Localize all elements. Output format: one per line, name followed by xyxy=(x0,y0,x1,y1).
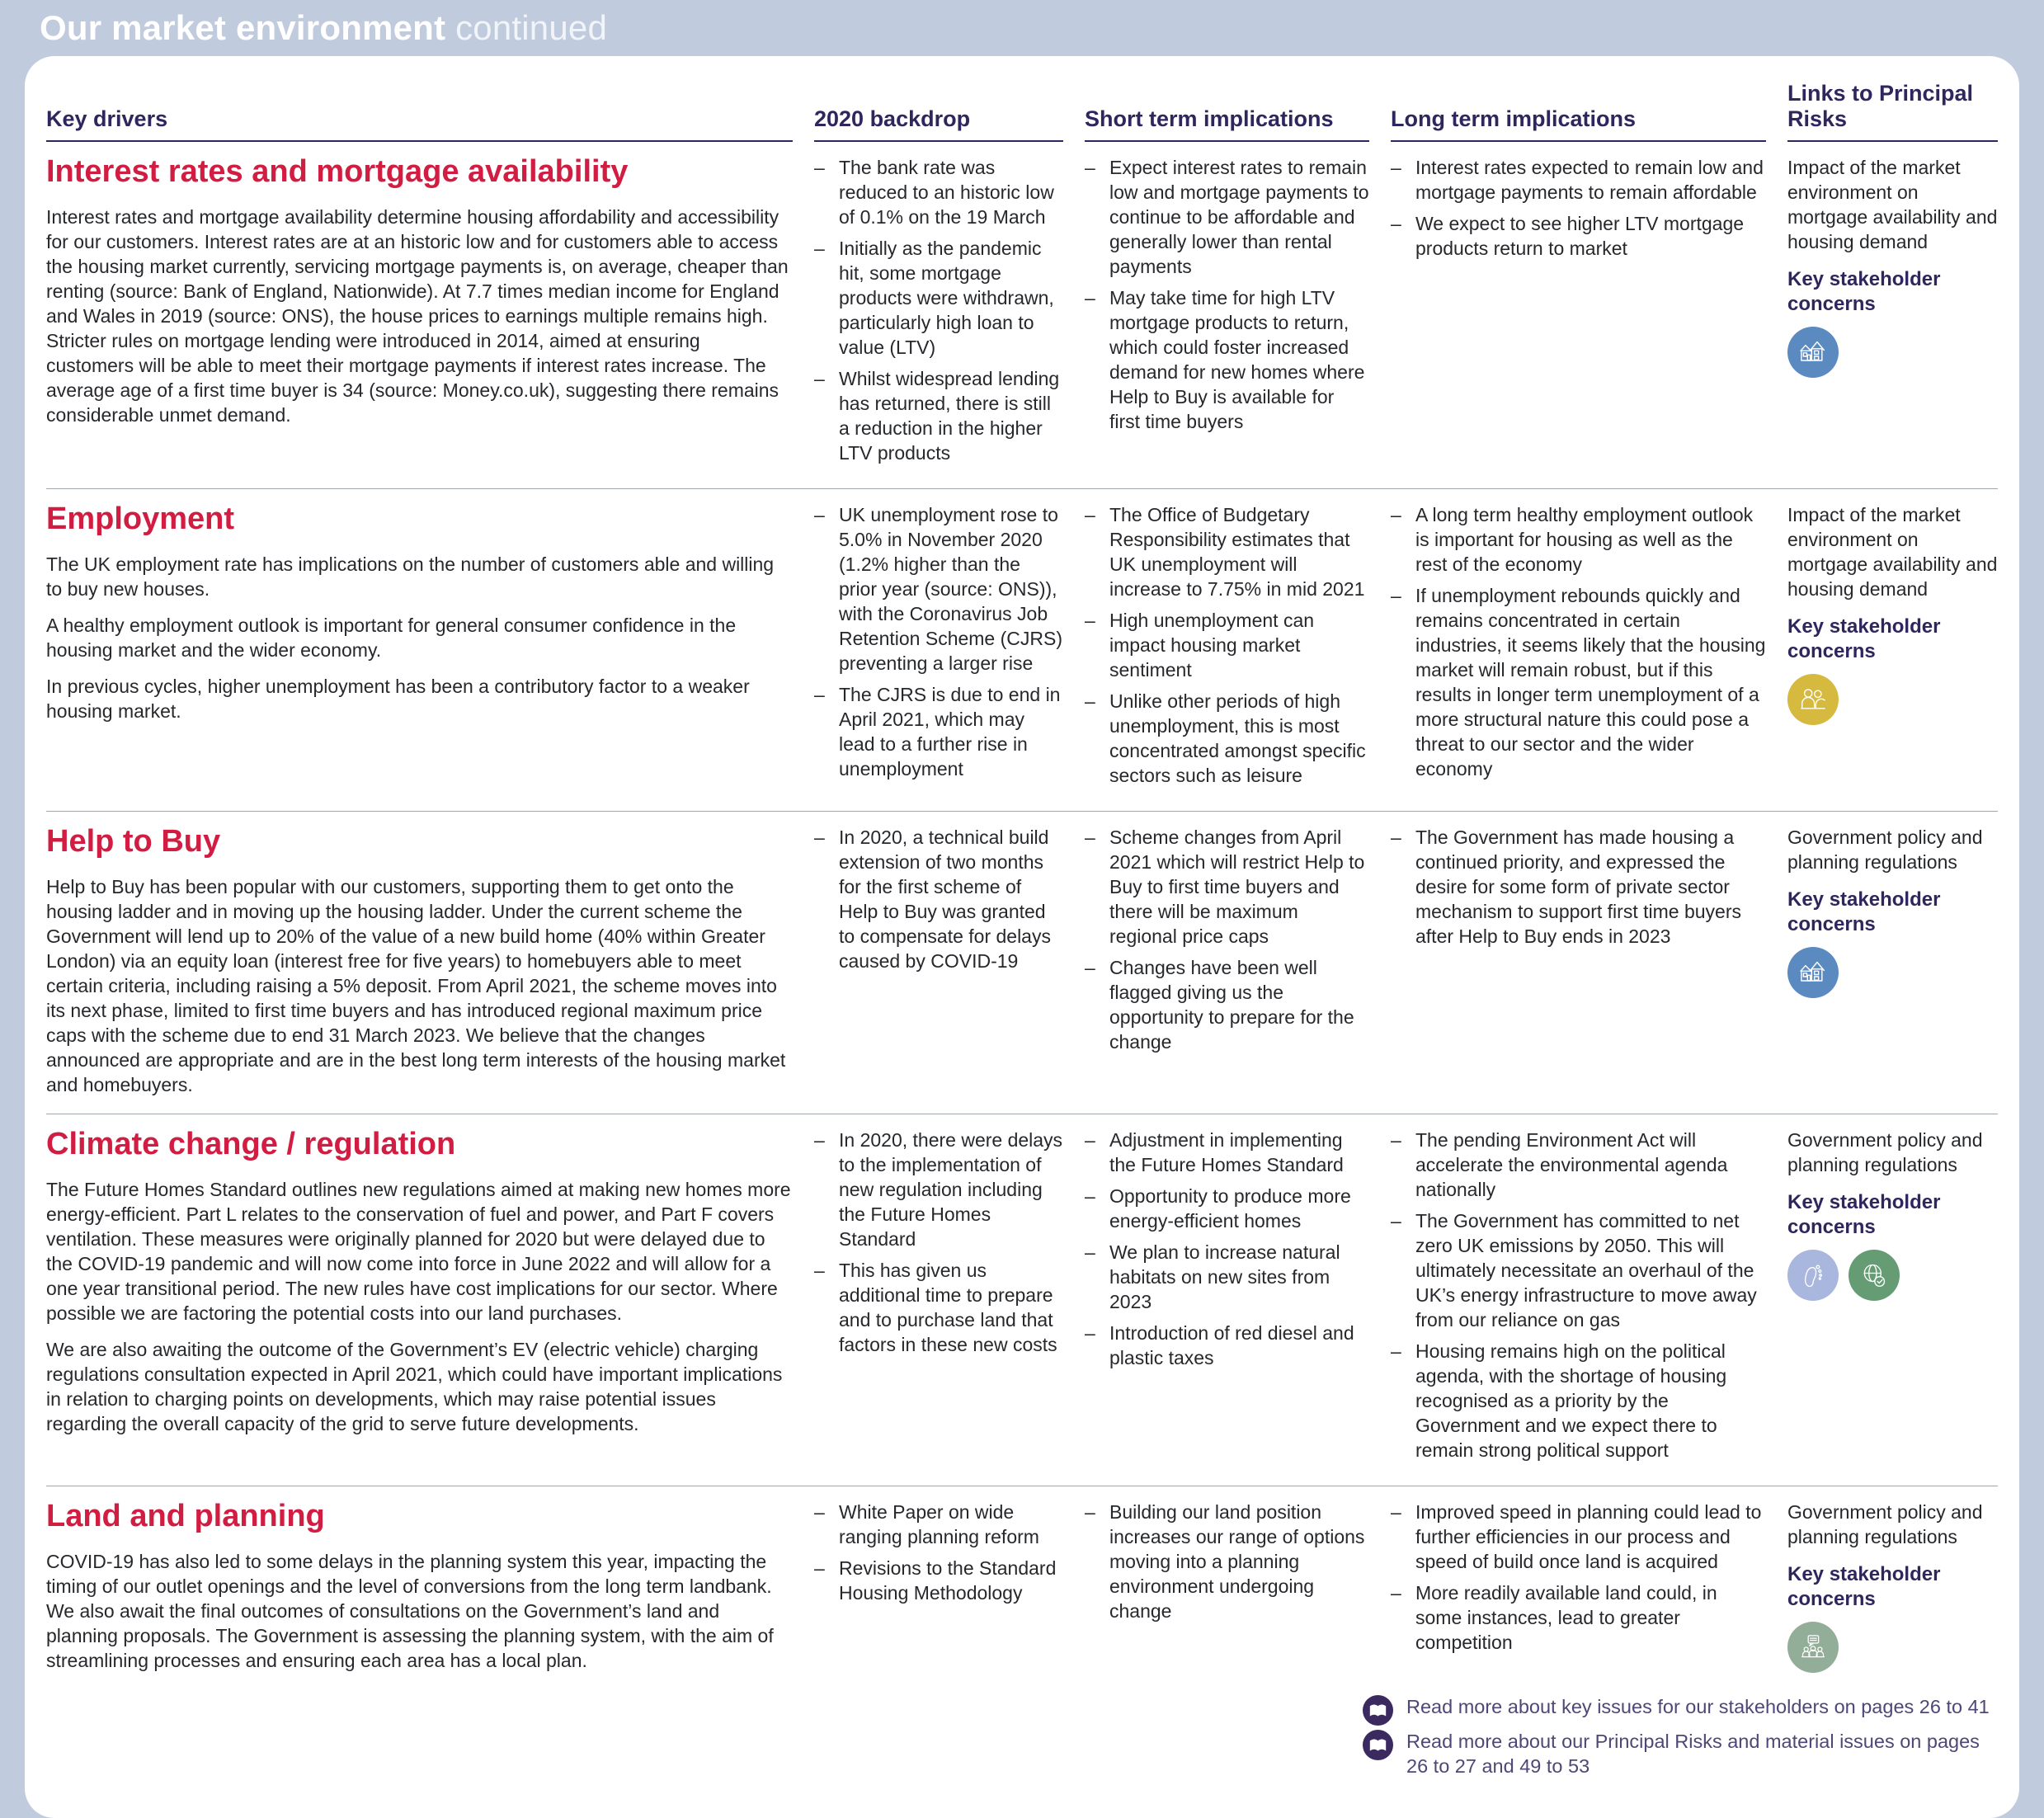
footnote-text: Read more about our Principal Risks and material issues on pages 26 to 27 and 49 to 53 xyxy=(1406,1730,1980,1777)
bullet-item: – More readily available land could, in some instances, lead to greater competition xyxy=(1391,1580,1766,1655)
links-cell xyxy=(1787,1128,1998,1469)
footnote-principal-risks xyxy=(1363,1729,1998,1778)
principal-risk-text: Impact of the market environment on mortgage availability and housing demand xyxy=(1787,157,1998,253)
footprint-icon xyxy=(1787,1250,1839,1301)
key-driver-cell xyxy=(46,1128,793,1469)
bullet-item: – Initially as the pandemic hit, some mortgage products were withdrawn, particularly high loan to value (LTV) xyxy=(814,236,1063,360)
bullet-item: – A long term healthy employment outlook is important for housing as well as the rest of the economy xyxy=(1391,502,1766,577)
driver-paragraph: Interest rates and mortgage availability determine housing affordability and accessibility for our customers. Interest rates are at an historic low and for customers able to access the housing market currently, servicing mortgage payments is, on average, cheaper than renting (source: Bank of England, Nationwide). At 7.7 times median income for England and Wales in 2019 (source: ONS), the house prices to earnings multiple remains high. Stricter rules on mortgage lending were introduced in 2014, aimed at ensuring customers will be able to meet their mortgage payments if interest rates increase. The average age of a first time buyer is 34 (source: Money.co.uk), suggesting there remains considerable unmet demand. xyxy=(46,205,789,426)
page-title xyxy=(40,8,607,48)
bullet-item: – The Government has committed to net zero UK emissions by 2050. This will ultimately necessitate an overhaul of the UK’s energy infrastructure to move away from our reliance on gas xyxy=(1391,1208,1766,1332)
stakeholder-concerns-label: Key stakeholder concerns xyxy=(1787,1190,1941,1238)
driver-paragraph: A healthy employment outlook is important for general consumer confidence in the housing market and the wider economy. xyxy=(46,614,737,661)
key-driver-cell xyxy=(46,1500,793,1673)
header-short-term: Short term implications xyxy=(1085,106,1369,142)
people-icon xyxy=(1787,674,1839,725)
footnote-text: Read more about key issues for our stakeholders on pages 26 to 41 xyxy=(1406,1695,1990,1717)
row-climate-change xyxy=(46,1114,1998,1486)
bullet-item: – The Office of Budgetary Responsibility estimates that UK unemployment will increase to 7.75% in mid 2021 xyxy=(1085,502,1369,601)
links-cell xyxy=(1787,1500,1998,1673)
row-help-to-buy xyxy=(46,811,1998,1114)
driver-paragraph: COVID-19 has also led to some delays in the planning system this year, impacting the timing of our outlet openings and the level of conversions from the long term landbank. We also await the final outcomes of consultations on the Government’s land and planning proposals. The Government is assessing the planning system, with the aim of streamlining processes and ensuring each area has a local plan. xyxy=(46,1550,774,1671)
read-more-footnotes xyxy=(1363,1694,1998,1782)
key-driver-cell xyxy=(46,825,793,1097)
house-icon xyxy=(1787,947,1839,998)
bullet-item: – This has given us additional time to prepare and to purchase land that factors in these new costs xyxy=(814,1258,1063,1357)
principal-risk-text: Government policy and planning regulations xyxy=(1787,1500,1983,1547)
short-term-cell xyxy=(1085,155,1369,472)
bullet-item: – The bank rate was reduced to an historic low of 0.1% on the 19 March xyxy=(814,155,1063,229)
bullet-item: – In 2020, there were delays to the implementation of new regulation including the Future Homes Standard xyxy=(814,1128,1063,1251)
long-term-cell xyxy=(1391,502,1766,794)
stakeholder-concerns-label: Key stakeholder concerns xyxy=(1787,1562,1941,1610)
long-term-cell xyxy=(1391,1500,1766,1673)
links-cell xyxy=(1787,502,1998,794)
principal-risk-text: Government policy and planning regulations xyxy=(1787,827,1983,874)
key-driver-cell xyxy=(46,155,793,472)
footnote-stakeholders xyxy=(1363,1694,1998,1726)
bullet-item: – Expect interest rates to remain low and mortgage payments to continue to be affordable and generally lower than rental payments xyxy=(1085,155,1369,279)
page-header xyxy=(0,0,2044,56)
backdrop-cell xyxy=(814,1500,1063,1673)
links-cell xyxy=(1787,155,1998,472)
bullet-item: – The CJRS is due to end in April 2021, which may lead to a further rise in unemployment xyxy=(814,682,1063,781)
bullet-item: – May take time for high LTV mortgage products to return, which could foster increased demand for new homes where Help to Buy is available for first time buyers xyxy=(1085,285,1369,434)
bullet-item: – Adjustment in implementing the Future Homes Standard xyxy=(1085,1128,1369,1177)
bullet-item: – Introduction of red diesel and plastic taxes xyxy=(1085,1321,1369,1370)
bullet-item: – Changes have been well flagged giving us the opportunity to prepare for the change xyxy=(1085,955,1369,1054)
stakeholder-concerns-label: Key stakeholder concerns xyxy=(1787,888,1941,936)
bullet-item: – Improved speed in planning could lead to further efficiencies in our process and speed of build once land is acquired xyxy=(1391,1500,1766,1574)
short-term-cell xyxy=(1085,1128,1369,1469)
backdrop-cell xyxy=(814,502,1063,794)
row-interest-rates xyxy=(46,142,1998,488)
book-icon xyxy=(1363,1730,1393,1760)
stakeholder-icons xyxy=(1787,1622,1998,1673)
backdrop-cell xyxy=(814,825,1063,1097)
stakeholder-concerns-label: Key stakeholder concerns xyxy=(1787,268,1941,316)
row-land-and-planning xyxy=(46,1486,1998,1798)
key-driver-cell xyxy=(46,502,793,794)
stakeholder-icons xyxy=(1787,947,1998,998)
bullet-item: – The Government has made housing a continued priority, and expressed the desire for some form of private sector mechanism to support first time buyers after Help to Buy ends in 2023 xyxy=(1391,825,1766,949)
stakeholder-icons xyxy=(1787,327,1998,378)
short-term-cell xyxy=(1085,1500,1369,1673)
stakeholder-concerns-label: Key stakeholder concerns xyxy=(1787,615,1941,663)
page-title-suffix: continued xyxy=(445,8,608,47)
backdrop-cell xyxy=(814,155,1063,472)
bullet-item: – Housing remains high on the political agenda, with the shortage of housing recognised as a priority by the Government and we expect there to remain strong political support xyxy=(1391,1339,1766,1462)
bullet-item: – White Paper on wide ranging planning reform xyxy=(814,1500,1063,1549)
stakeholder-icons xyxy=(1787,1250,1998,1301)
bullet-item: – Whilst widespread lending has returned, there is still a reduction in the higher LTV products xyxy=(814,366,1063,465)
short-term-cell xyxy=(1085,825,1369,1097)
bullet-item: – Unlike other periods of high unemployment, this is most concentrated amongst specific sectors such as leisure xyxy=(1085,689,1369,788)
bullet-item: – High unemployment can impact housing market sentiment xyxy=(1085,608,1369,682)
row-employment xyxy=(46,488,1998,811)
driver-paragraph: In previous cycles, higher unemployment has been a contributory factor to a weaker housing market. xyxy=(46,675,750,722)
principal-risk-text: Impact of the market environment on mortgage availability and housing demand xyxy=(1787,504,1998,601)
bullet-item: – Interest rates expected to remain low and mortgage payments to remain affordable xyxy=(1391,155,1766,205)
bullet-item: – Revisions to the Standard Housing Methodology xyxy=(814,1556,1063,1605)
driver-paragraph: The Future Homes Standard outlines new regulations aimed at making new homes more energy-efficient. Part L relates to the conservation of fuel and power, and Part F covers ventilation. These measures were originally planned for 2020 but were delayed due to the COVID-19 pandemic and will now come into force in June 2022 and will allow for a one year transitional period. The new rules have cost implications for our sector. Where possible we are factoring the potential costs into our land purchases. xyxy=(46,1178,791,1324)
header-links-principal-risks: Links to Principal Risks xyxy=(1787,81,1998,142)
header-2020-backdrop: 2020 backdrop xyxy=(814,106,1063,142)
principal-risk-text: Government policy and planning regulations xyxy=(1787,1128,1983,1175)
driver-paragraph: Help to Buy has been popular with our customers, supporting them to get onto the housing ladder and in moving up the housing ladder. Under the current scheme the Government will lend up to 20% of the value of a new build home (40% within Greater London) via an equity loan (interest free for five years) to homebuyers able to meet certain criteria, including raising a 5% deposit. From April 2021, the scheme moves into its next phase, limited to first time buyers and has introduced regional maximum price caps with the scheme due to end 31 March 2023. We believe that the changes announced are appropriate and are in the best long term interests of the housing market and homebuyers. xyxy=(46,875,786,1095)
house-icon xyxy=(1787,327,1839,378)
links-cell xyxy=(1787,825,1998,1097)
long-term-cell xyxy=(1391,825,1766,1097)
market-environment-table xyxy=(25,56,2019,1818)
backdrop-cell xyxy=(814,1128,1063,1469)
bullet-item: – In 2020, a technical build extension of two months for the first scheme of Help to Buy was granted to compensate for delays caused by COVID-19 xyxy=(814,825,1063,973)
driver-title: Interest rates and mortgage availability xyxy=(46,154,629,190)
table-header-row xyxy=(46,76,1998,142)
bullet-item: – Building our land position increases our range of options moving into a planning environment undergoing change xyxy=(1085,1500,1369,1623)
community-icon xyxy=(1787,1622,1839,1673)
driver-paragraph: The UK employment rate has implications on the number of customers able and willing to buy new houses. xyxy=(46,553,775,600)
short-term-cell xyxy=(1085,502,1369,794)
bullet-item: – UK unemployment rose to 5.0% in November 2020 (1.2% higher than the prior year (source: ONS)), with the Coronavirus Job Retention Scheme (CJRS) preventing a larger rise xyxy=(814,502,1063,676)
driver-title: Help to Buy xyxy=(46,824,221,860)
driver-title: Land and planning xyxy=(46,1498,325,1533)
long-term-cell xyxy=(1391,155,1766,472)
driver-title: Climate change / regulation xyxy=(46,1126,456,1161)
book-icon xyxy=(1363,1695,1393,1726)
bullet-item: – We plan to increase natural habitats on new sites from 2023 xyxy=(1085,1240,1369,1314)
driver-title: Employment xyxy=(46,502,235,537)
header-key-drivers: Key drivers xyxy=(46,106,793,142)
bullet-item: – We expect to see higher LTV mortgage products return to market xyxy=(1391,211,1766,261)
bullet-item: – The pending Environment Act will accelerate the environmental agenda nationally xyxy=(1391,1128,1766,1202)
page-title-main: Our market environment xyxy=(40,8,446,47)
bullet-item: – Scheme changes from April 2021 which will restrict Help to Buy to first time buyers and there will be maximum regional price caps xyxy=(1085,825,1369,949)
stakeholder-icons xyxy=(1787,674,1998,725)
driver-paragraph: We are also awaiting the outcome of the Government’s EV (electric vehicle) charging regulations consultation expected in April 2021, which could have important implications in relation to charging points on developments, which may raise potential issues regarding the overall capacity of the grid to serve future developments. xyxy=(46,1338,783,1434)
globe-check-icon xyxy=(1849,1250,1900,1301)
bullet-item: – Opportunity to produce more energy-efficient homes xyxy=(1085,1184,1369,1233)
bullet-item: – If unemployment rebounds quickly and remains concentrated in certain industries, it seems likely that the housing market will remain robust, but if this results in longer term unemployment of a more structural nature this could pose a threat to our sector and the wider economy xyxy=(1391,583,1766,781)
header-long-term: Long term implications xyxy=(1391,106,1766,142)
long-term-cell xyxy=(1391,1128,1766,1469)
